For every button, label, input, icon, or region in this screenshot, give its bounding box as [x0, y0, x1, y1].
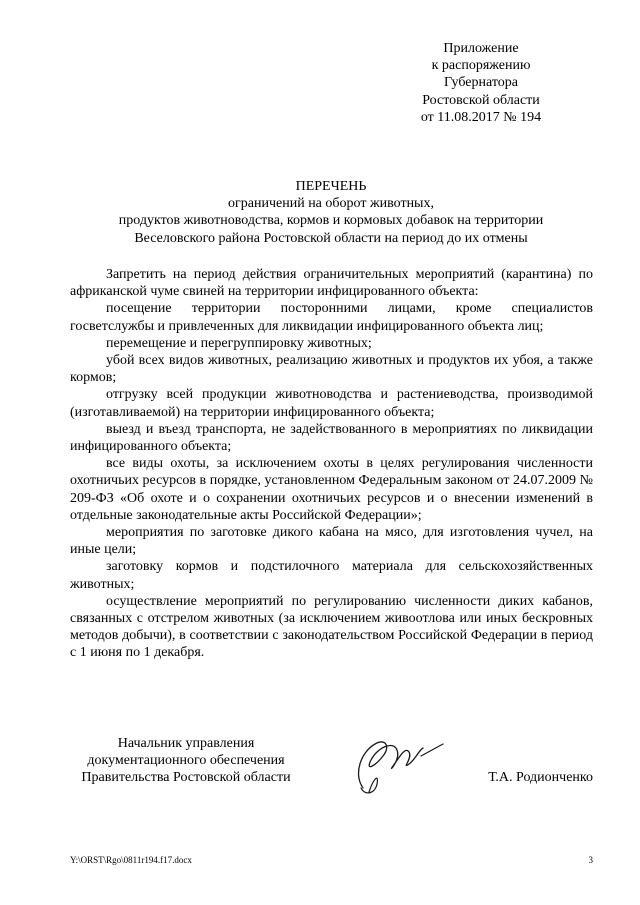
handwritten-signature [335, 722, 455, 802]
appendix-line: к распоряжению [431, 58, 531, 74]
document-body [70, 266, 593, 662]
signatory-position-line: документационного обеспечения [87, 753, 285, 769]
body-paragraph: посещение территории посторонними лицами, кроме специалистов госветслужбы и привлеченных для ликвидации инфицированного объекта лиц; [70, 301, 593, 334]
body-paragraph: осуществление мероприятий по регулированию численности диких кабанов, связанных с отстрелом животных (за исключением живоотлова или иных бескровных методов добычи), в соответствии с законодательством Российской Федерации в период с 1 июня по 1 декабря. [70, 593, 593, 661]
appendix-line: от 11.08.2017 № 194 [420, 109, 542, 125]
body-paragraph: перемещение и перегруппировку животных; [106, 335, 372, 351]
body-paragraph: отгрузку всей продукции животноводства и растениеводства, производимой (изготавливаемой) на территории инфицированного объекта; [70, 387, 593, 420]
appendix-block [395, 40, 567, 126]
body-paragraph: все виды охоты, за исключением охоты в целях регулирования численности охотничьих ресурсов в порядке, установленном Федеральным законом от 24.07.2009 № 209-ФЗ «Об охоте и о сохранении охотничьих ресурсов и о внесении изменений в отдельные законодательные акты Российской Федерации»; [70, 456, 593, 523]
title-line: Веселовского района Ростовской области на период до их отмены [134, 230, 528, 246]
appendix-line: Приложение [443, 41, 519, 56]
body-paragraph: убой всех видов животных, реализацию животных и продуктов их убоя, а также кормов; [70, 353, 593, 386]
body-paragraph: Запретить на период действия ограничительных мероприятий (карантина) по африканской чуме свиней на территории инфицированного объекта: [70, 267, 593, 300]
appendix-line: Губернатора [443, 75, 519, 91]
body-paragraph: мероприятия по заготовке дикого кабана на мясо, для изготовления чучел, на иные цели; [70, 525, 593, 558]
title-line: продуктов животноводства, кормов и кормовых добавок на территории [118, 213, 544, 229]
signatory-name: Т.А. Родионченко [488, 770, 593, 785]
body-paragraph: заготовку кормов и подстилочного материала для сельскохозяйственных животных; [70, 559, 593, 592]
signatory-position-line: Правительства Ростовской области [81, 770, 291, 786]
footer-file-path: Y:\ORST\Rgo\0811r194.f17.docx [70, 855, 192, 865]
body-paragraph: выезд и въезд транспорта, не задействованного в мероприятиях по ликвидации инфицированного объекта; [70, 421, 593, 455]
signatory-position [70, 735, 302, 787]
title-line: ограничений на оборот животных, [228, 196, 434, 212]
signatory-position-line: Начальник управления [117, 736, 255, 751]
title-heading: ПЕРЕЧЕНЬ [295, 179, 367, 194]
appendix-line: Ростовской области [422, 92, 540, 108]
document-title [70, 178, 592, 247]
page-number: 3 [588, 855, 593, 865]
